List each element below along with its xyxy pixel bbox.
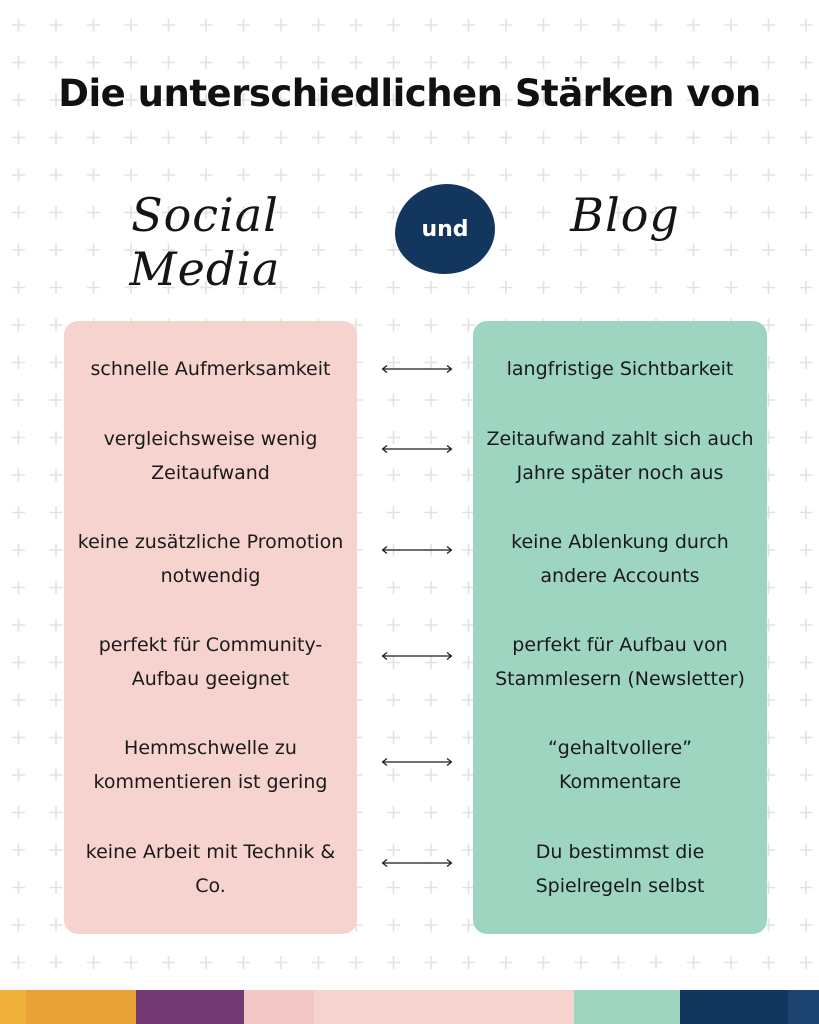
page-title: Die unterschiedlichen Stärken von xyxy=(58,72,761,115)
und-label: und xyxy=(421,216,469,242)
social-media-item: perfekt für Community- Aufbau geeignet xyxy=(98,634,323,690)
blog-item: langfristige Sichtbarkeit xyxy=(506,358,734,380)
social-media-item: schnelle Aufmerksamkeit xyxy=(90,358,331,380)
social-media-item: keine Arbeit mit Technik & Co. xyxy=(85,841,336,897)
double-arrow-icon xyxy=(381,651,453,661)
color-segment xyxy=(26,990,136,1024)
double-arrow-icon xyxy=(381,858,453,868)
color-segment xyxy=(0,990,26,1024)
color-segment xyxy=(244,990,314,1024)
social-media-item: keine zusätzliche Promotion notwendig xyxy=(77,531,344,587)
color-segment xyxy=(574,990,680,1024)
blog-item: keine Ablenkung durch andere Accounts xyxy=(511,531,729,587)
double-arrow-icon xyxy=(381,757,453,767)
blog-heading: Blog xyxy=(570,188,680,242)
und-badge xyxy=(395,184,495,274)
social-media-heading: Social Media xyxy=(129,188,281,296)
blog-item: Zeitaufwand zahlt sich auch Jahre später noch aus xyxy=(486,428,754,484)
color-stripe-footer xyxy=(0,990,819,1024)
color-segment xyxy=(680,990,788,1024)
color-segment xyxy=(788,990,819,1024)
blog-item: perfekt für Aufbau von Stammlesern (Newsletter) xyxy=(495,634,745,690)
double-arrow-icon xyxy=(381,545,453,555)
double-arrow-icon xyxy=(381,364,453,374)
double-arrow-icon xyxy=(381,444,453,454)
social-media-item: vergleichsweise wenig Zeitaufwand xyxy=(103,428,318,484)
color-segment xyxy=(136,990,244,1024)
color-segment xyxy=(314,990,574,1024)
blog-item: “gehaltvollere” Kommentare xyxy=(547,737,693,793)
social-media-item: Hemmschwelle zu kommentieren ist gering xyxy=(93,737,328,793)
blog-item: Du bestimmst die Spielregeln selbst xyxy=(535,841,705,897)
